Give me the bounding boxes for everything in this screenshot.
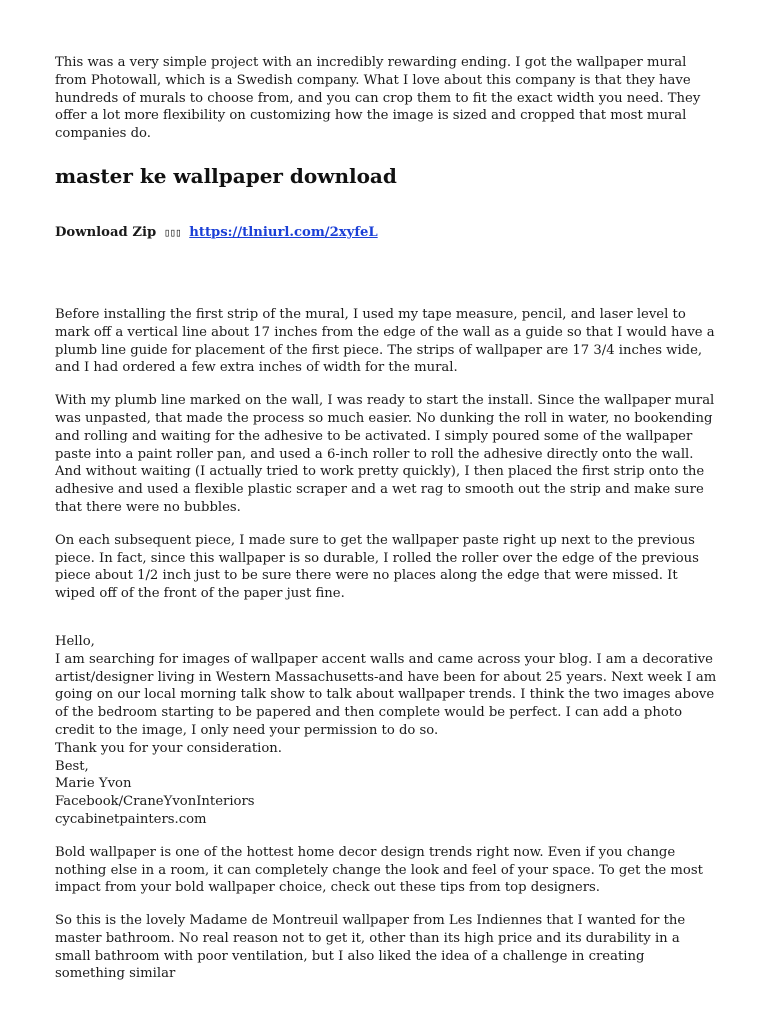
body-paragraph: So this is the lovely Madame de Montreuil wallpaper from Les Indiennes that I wanted for the master bathroom. No real reason not to get it, other than its high price and its durability in a small bathroom with poor ventilation, but I also liked the idea of a challenge in creating something similar bbox=[55, 913, 686, 982]
letter-thanks: Thank you for your consideration. bbox=[55, 740, 282, 756]
download-link[interactable]: https://tlniurl.com/2xyfeL bbox=[189, 224, 378, 240]
letter-website: cycabinetpainters.com bbox=[55, 811, 207, 827]
body-paragraph: Bold wallpaper is one of the hottest home decor design trends right now. Even if you change nothing else in a room, it can completely change the look and feel of your space. To get the most impact from your bold wallpaper choice, check out these tips from top designers. bbox=[55, 844, 703, 896]
document-page bbox=[55, 54, 717, 983]
body-paragraph: With my plumb line marked on the wall, I was ready to start the install. Since the wallpaper mural was unpasted, that made the process so much easier. No dunking the roll in water, no bookending and rolling and waiting for the adhesive to be activated. I simply poured some of the wallpaper paste into a paint roller pan, and used a 6-inch roller to roll the adhesive directly onto the wall. And without waiting (I actually tried to work pretty quickly), I then placed the first strip onto the adhesive and used a flexible plastic scraper and a wet rag to smooth out the strip and make sure that there were no bubbles. bbox=[55, 393, 715, 515]
reader-letter bbox=[55, 633, 717, 829]
download-label: Download Zip bbox=[55, 224, 157, 240]
intro-paragraph: This was a very simple project with an incredibly rewarding ending. I got the wallpaper mural from Photowall, which is a Swedish company. What I love about this company is that they have hundreds of murals to choose from, and you can crop them to fit the exact width you need. They offer a lot more flexibility on customizing how the image is sized and cropped that most mural companies do. bbox=[55, 55, 701, 142]
missing-glyph-icons: ▯▯▯ bbox=[163, 225, 181, 239]
download-line bbox=[55, 224, 717, 242]
letter-closing: Best, bbox=[55, 758, 89, 774]
body-paragraph: On each subsequent piece, I made sure to get the wallpaper paste right up next to the previous piece. In fact, since this wallpaper is so durable, I rolled the roller over the edge of the previous piece about 1/2 inch just to be sure there were no places along the edge that were missed. It wiped off of the front of the paper just fine. bbox=[55, 532, 699, 602]
body-paragraph: Before installing the first strip of the mural, I used my tape measure, pencil, and laser level to mark off a vertical line about 17 inches from the edge of the wall as a guide so that I would have a plumb line guide for placement of the first piece. The strips of wallpaper are 17 3/4 inches wide, and I had ordered a few extra inches of width for the mural. bbox=[55, 306, 715, 376]
letter-name: Marie Yvon bbox=[55, 776, 132, 792]
letter-facebook: Facebook/CraneYvonInteriors bbox=[55, 794, 255, 810]
letter-greeting: Hello, bbox=[55, 633, 95, 649]
letter-body: I am searching for images of wallpaper accent walls and came across your blog. I am a decorative artist/designer living in Western Massachusetts-and have been for about 25 years. Next week I am going on our local morning talk show to talk about wallpaper trends. I think the two images above of the bedroom starting to be papered and then complete would be perfect. I can add a photo credit to the image, I only need your permission to do so. bbox=[55, 651, 717, 738]
page-title: master ke wallpaper download bbox=[55, 163, 397, 188]
